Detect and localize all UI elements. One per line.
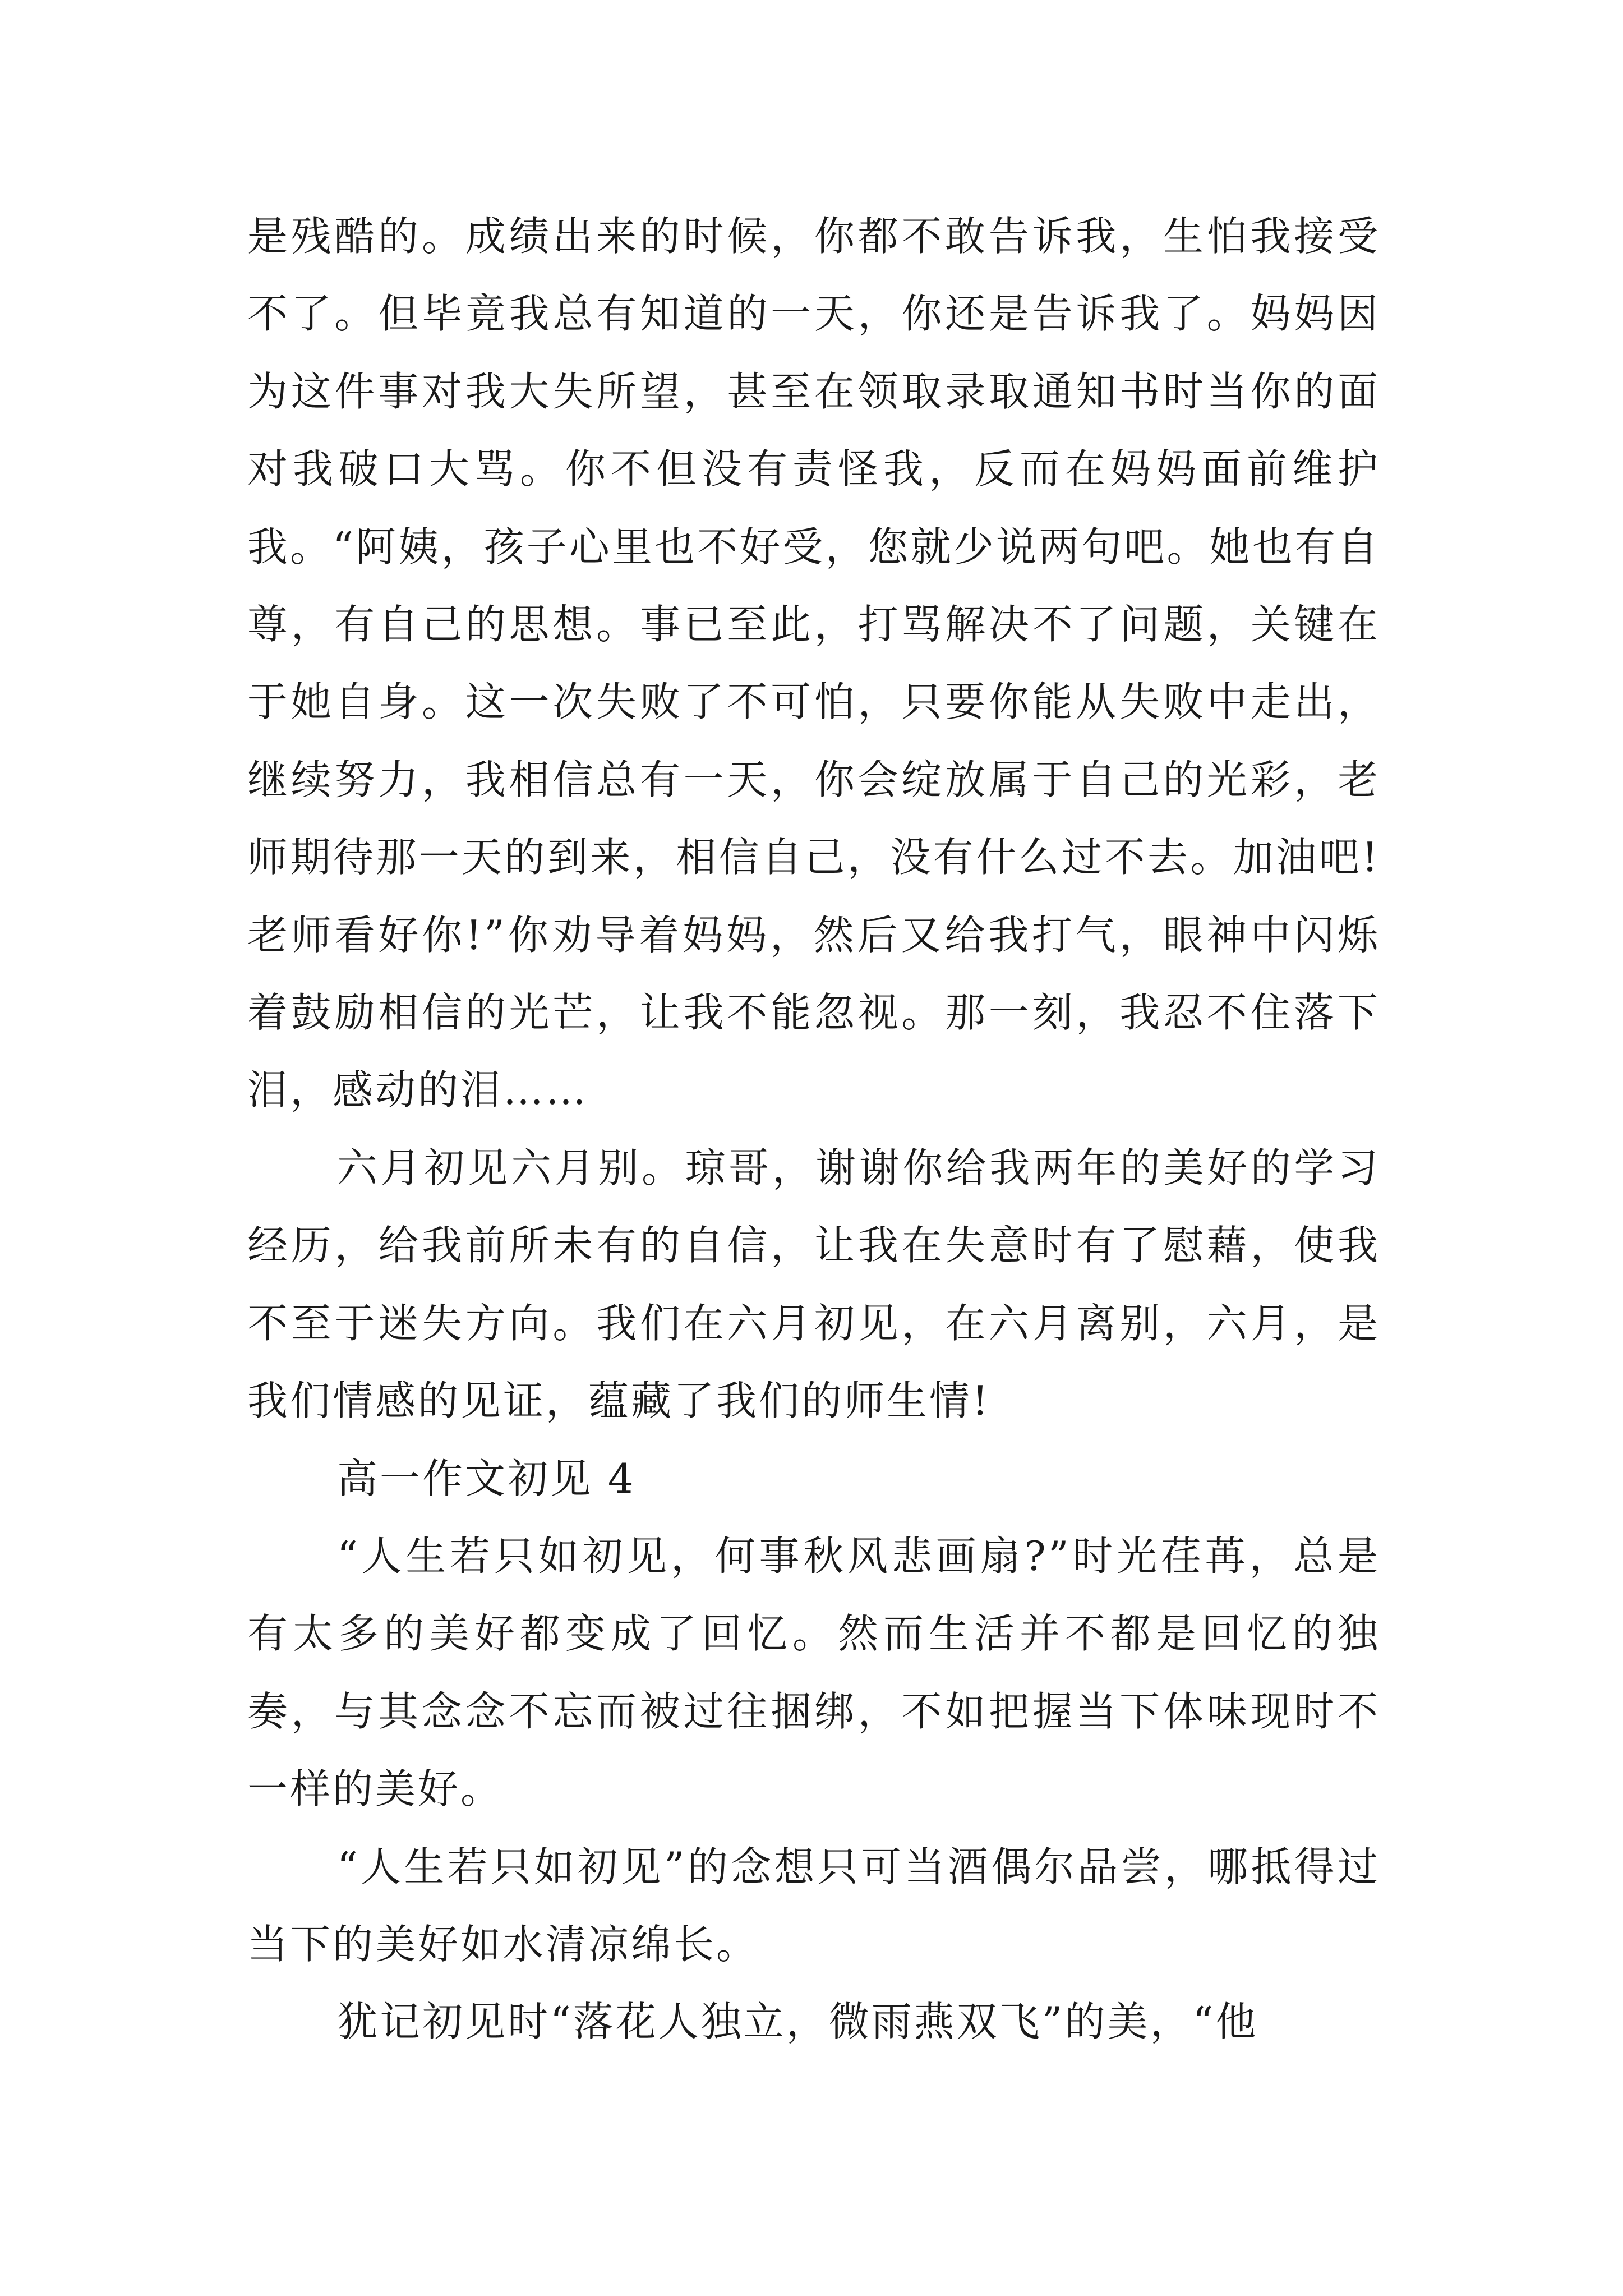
document-body <box>247 197 1380 2061</box>
paragraph-1: 是残酷的。成绩出来的时候，你都不敢告诉我，生怕我接受不了。但毕竟我总有知道的一天，你还是告诉我了。妈妈因为这件事对我大失所望，甚至在领取录取通知书时当你的面对我破口大骂。你不但没有责怪我，反而在妈妈面前维护我。“阿姨，孩子心里也不好受，您就少说两句吧。她也有自尊，有自己的思想。事已至此，打骂解决不了问题，关键在于她自身。这一次失败了不可怕，只要你能从失败中走出，继续努力，我相信总有一天，你会绽放属于自己的光彩，老师期待那一天的到来，相信自己，没有什么过不去。加油吧!老师看好你!”你劝导着妈妈，然后又给我打气，眼神中闪烁着鼓励相信的光芒，让我不能忽视。那一刻，我忍不住落下泪，感动的泪…… <box>247 213 1380 1114</box>
paragraph-3: “人生若只如初见，何事秋风悲画扇?”时光荏苒，总是有太多的美好都变成了回忆。然而生活并不都是回忆的独奏，与其念念不忘而被过往捆绑，不如把握当下体味现时不一样的美好。 <box>247 1532 1380 1813</box>
paragraph-2: 六月初见六月别。琼哥，谢谢你给我两年的美好的学习经历，给我前所未有的自信，让我在失意时有了慰藉，使我不至于迷失方向。我们在六月初见，在六月离别，六月，是我们情感的见证，蕴藏了我们的师生情! <box>247 1144 1380 1425</box>
paragraph-5: 犹记初见时“落花人独立，微雨燕双飞”的美，“他 <box>337 1998 1258 2046</box>
paragraph-4: “人生若只如初见”的念想只可当酒偶尔品尝，哪抵得过当下的美好如水清凉绵长。 <box>247 1843 1380 1968</box>
section-heading: 高一作文初见 4 <box>337 1455 636 1502</box>
